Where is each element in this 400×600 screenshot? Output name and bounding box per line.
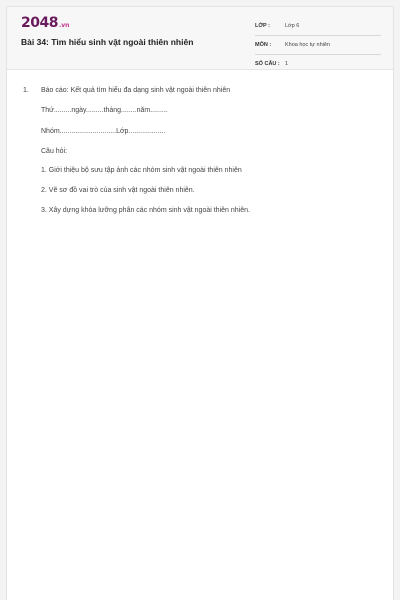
meta-label: LỚP : (255, 23, 270, 29)
meta-row-question-count (255, 57, 381, 73)
worksheet (6, 6, 394, 600)
meta-value: Lớp 6 (285, 23, 300, 29)
question-line: Thứ.........ngày.........tháng........năm......... (41, 107, 168, 114)
question-number: 1. (23, 87, 29, 94)
question-line: Báo cáo: Kết quả tìm hiểu đa dạng sinh vật ngoài thiên nhiên (41, 87, 231, 94)
question-line: Nhóm.............................Lớp................... (41, 128, 166, 135)
question-line: Câu hỏi: (41, 148, 68, 155)
worksheet-header (7, 7, 393, 70)
logo-suffix: .vn (58, 22, 70, 29)
question-line: 3. Xây dựng khóa lưỡng phân các nhóm sinh vật ngoài thiên nhiên. (41, 207, 250, 214)
page-title: Bài 34: Tìm hiểu sinh vật ngoài thiên nhiên (21, 37, 194, 47)
meta-value: 1 (285, 61, 289, 67)
meta-row-subject (255, 38, 381, 55)
meta-row-class (255, 19, 381, 36)
meta-label: MÔN : (255, 42, 272, 48)
meta-panel (255, 19, 381, 75)
site-logo[interactable] (21, 15, 69, 31)
logo-text: 2048 (21, 15, 58, 31)
question-line: 1. Giới thiệu bộ sưu tập ảnh các nhóm sinh vật ngoài thiên nhiên (41, 167, 242, 174)
question-line: 2. Vẽ sơ đồ vai trò của sinh vật ngoài thiên nhiên. (41, 187, 195, 194)
meta-label: SỐ CÂU : (255, 61, 280, 67)
meta-value: Khoa học tự nhiên (285, 42, 330, 48)
